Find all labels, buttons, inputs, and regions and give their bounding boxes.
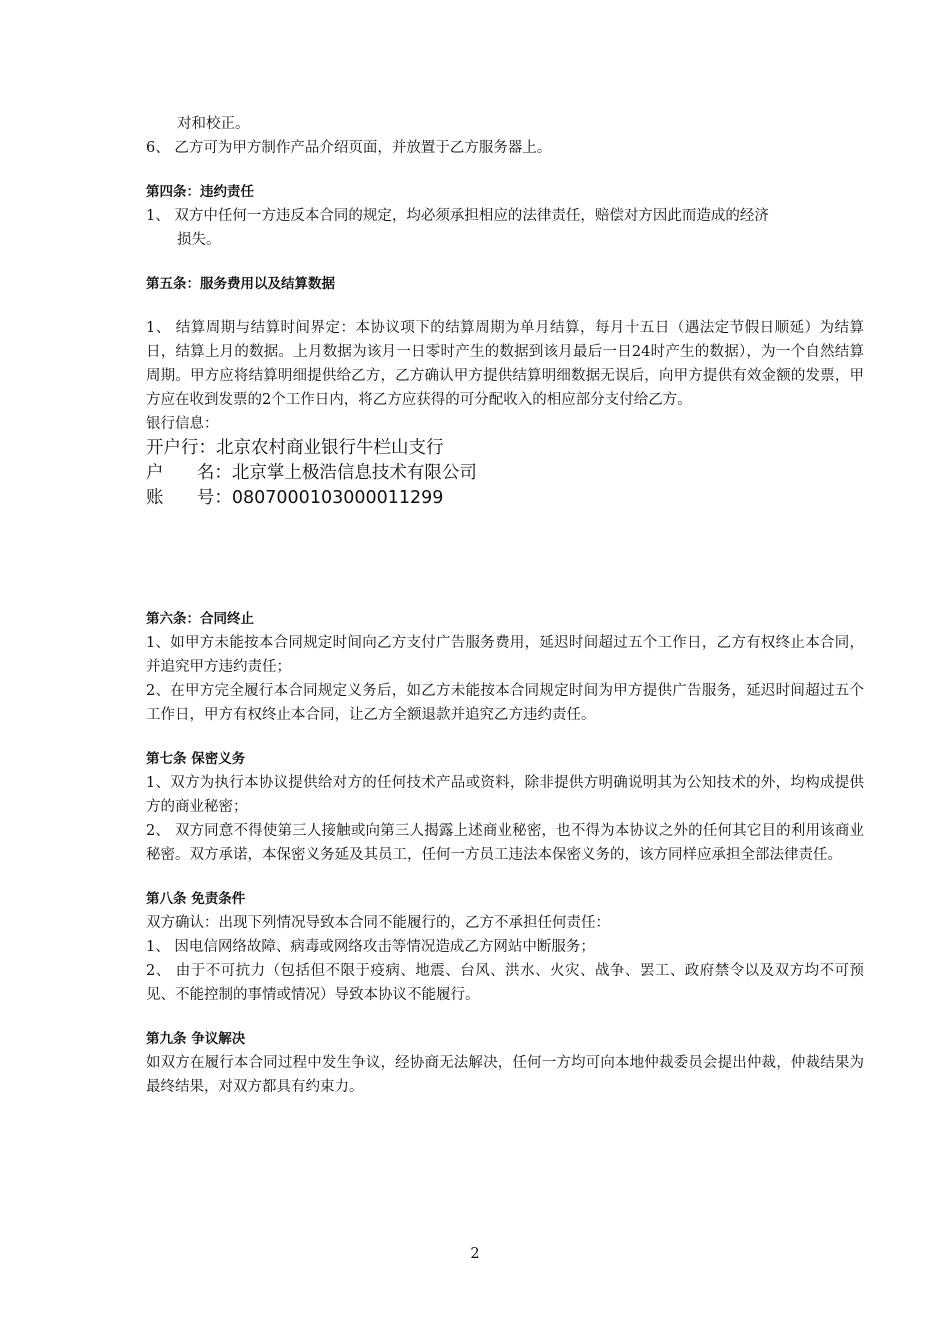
article5-item-1: 1、 结算周期与结算时间界定：本协议项下的结算周期为单月结算，每月十五日（遇法定节假日顺延）为结算日，结算上月的数据。上月数据为该月一日零时产生的数据到该月最后一日24时产生的数据），为一个自然结算周期。甲方应将结算明细提供给乙方，乙方确认甲方提供结算明细数据无误后，向甲方提供有效金额的发票，甲方应在收到发票的2个工作日内，将乙方应获得的可分配收入的相应部分支付给乙方。 [146,320,864,408]
article7-item-2: 2、 双方同意不得使第三人接触或向第三人揭露上述商业秘密，也不得为本协议之外的任何其它目的利用该商业秘密。双方承诺，本保密义务延及其员工，任何一方员工违法本保密义务的，该方同样应承担全部法律责任。 [146,823,864,863]
article7-item-1: 1、双方为执行本协议提供给对方的任何技术产品或资料，除非提供方明确说明其为公知技术的外，均构成提供方的商业秘密； [146,775,864,815]
bank-account-number: 账 号：0807000103000011299 [146,488,444,508]
bank-branch: 开户行：北京农村商业银行牛栏山支行 [146,438,444,458]
page-number: 2 [470,1246,480,1262]
article4-item-1: 1、 双方中任何一方违反本合同的规定，均必须承担相应的法律责任，赔偿对方因此而造成的经济 [146,208,769,224]
article6-heading: 第六条：合同终止 [146,611,254,627]
article8-item-1: 1、 因电信网络故障、病毒或网络攻击等情况造成乙方网站中断服务； [146,939,595,955]
article4-heading: 第四条：违约责任 [146,184,254,200]
article6-item-2: 2、在甲方完全履行本合同规定义务后，如乙方未能按本合同规定时间为甲方提供广告服务，延迟时间超过五个工作日，甲方有权终止本合同，让乙方全额退款并追究乙方违约责任。 [146,683,864,723]
article8-item-2: 2、 由于不可抗力（包括但不限于疫病、地震、台风、洪水、火灾、战争、罢工、政府禁令以及双方均不可预见、不能控制的事情或情况）导致本协议不能履行。 [146,963,864,1003]
article9-heading: 第九条 争议解决 [146,1031,246,1047]
article9-text: 如双方在履行本合同过程中发生争议，经协商无法解决，任何一方均可向本地仲裁委员会提出仲裁，仲裁结果为最终结果，对双方都具有约束力。 [146,1055,864,1095]
bank-info-label: 银行信息： [146,416,219,432]
bank-account-name: 户 名：北京掌上极浩信息技术有限公司 [146,463,477,483]
document-page [146,112,864,1099]
article4-item-1-cont: 损失。 [177,232,221,248]
article6-item-1: 1、如甲方未能按本合同规定时间向乙方支付广告服务费用，延迟时间超过五个工作日，乙方有权终止本合同，并追究甲方违约责任； [146,635,864,675]
article3-tail-line: 对和校正。 [177,116,250,132]
article8-heading: 第八条 免责条件 [146,891,246,907]
article3-item-6: 6、 乙方可为甲方制作产品介绍页面，并放置于乙方服务器上。 [146,140,552,156]
article5-heading: 第五条：服务费用以及结算数据 [146,276,335,292]
article7-heading: 第七条 保密义务 [146,751,246,767]
article8-intro: 双方确认：出现下列情况导致本合同不能履行的，乙方不承担任何责任： [146,915,610,931]
